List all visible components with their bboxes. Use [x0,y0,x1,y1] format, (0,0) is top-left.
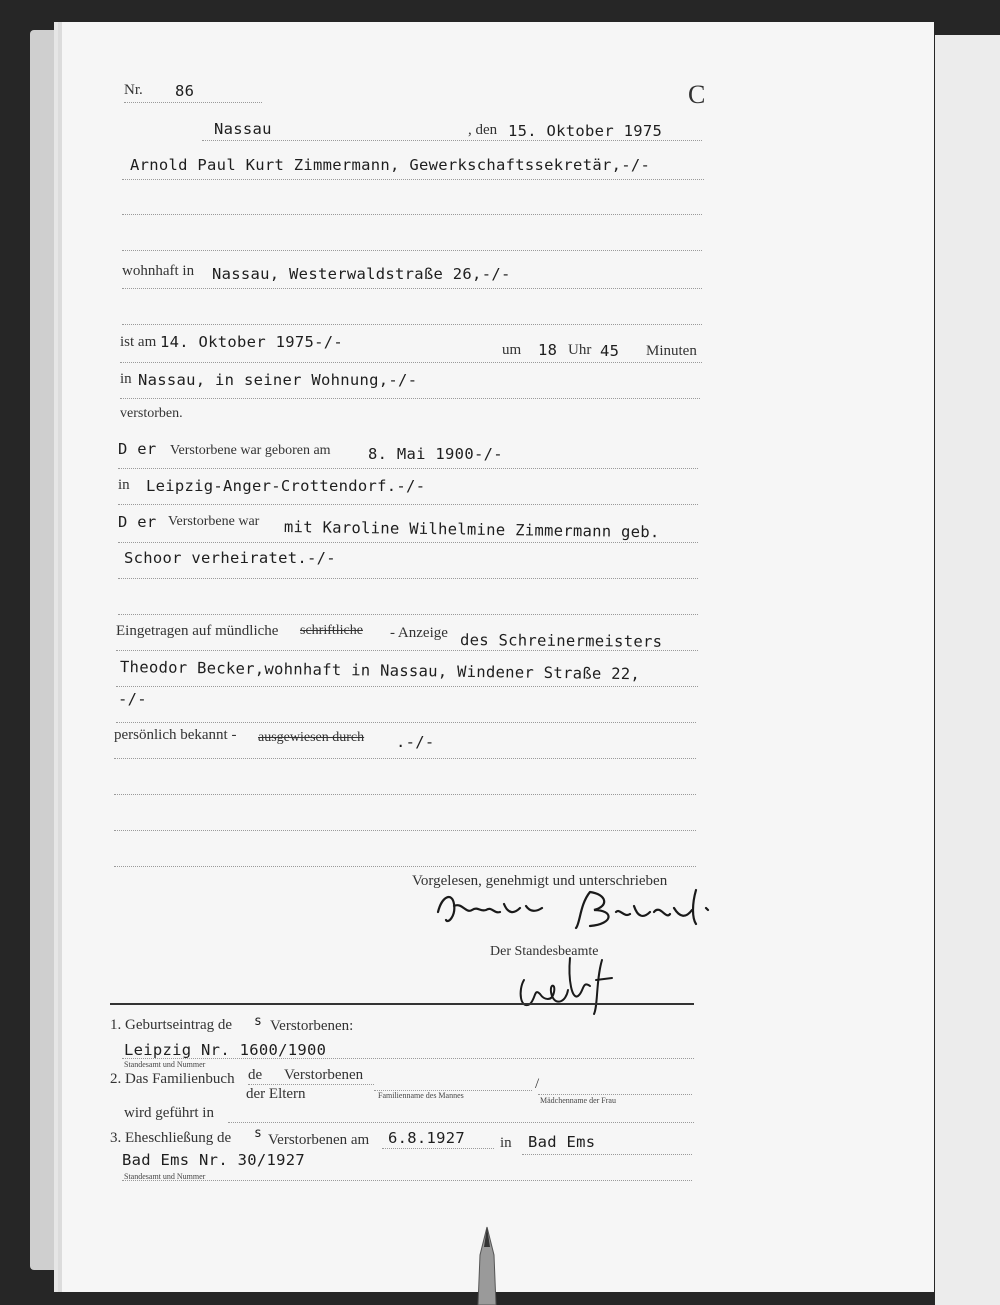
blank-line-5 [114,794,696,795]
death-place: Nassau, in seiner Wohnung,-/- [138,371,418,389]
birth-date-line [118,468,698,469]
verstorben-label: verstorben. [120,406,183,421]
register-page [62,22,934,1292]
marriage-text: Verstorbene war [168,514,260,529]
marriage-date-line [382,1148,494,1149]
death-date-label: ist am [120,334,157,350]
marriage-entry-label-b: Verstorbenen am [268,1132,370,1148]
spouse-name: mit Karoline Wilhelmine Zimmermann geb. [283,518,660,542]
marriage-in-label: in [500,1135,512,1151]
blank-line-6 [114,830,696,831]
blank-line-3 [122,324,702,325]
maiden-name-line [538,1094,692,1095]
nr-line [124,102,262,103]
marriage-status: Schoor verheiratet.-/- [124,549,336,567]
birth-entry-line [122,1058,694,1059]
family-book-verstorbenen: Verstorbenen [284,1067,364,1083]
marriage-entry-value: Bad Ems Nr. 30/1927 [122,1151,306,1169]
known-line [114,758,696,759]
maiden-name-caption: Mädchenname der Frau [540,1096,616,1105]
family-book-de: de [248,1067,263,1083]
informant-line-1: des Schreinermeisters [459,631,663,651]
registry-place: Nassau [214,120,272,138]
birth-entry-value: Leipzig Nr. 1600/1900 [124,1041,327,1059]
birth-entry-s: s [254,1014,263,1029]
blank-line-4 [118,614,698,615]
death-place-line [120,398,700,399]
registry-date: 15. Oktober 1975 [508,122,663,140]
anzeige-label: - Anzeige [390,625,448,641]
uhr-label: Uhr [568,342,592,358]
pen-tip [474,1225,500,1305]
informant-line-3: -/- [118,690,147,708]
birth-date: 8. Mai 1900-/- [368,445,503,463]
family-book-eltern: der Eltern [246,1086,306,1102]
standesbeamte-label: Der Standesbeamte [490,944,599,959]
blank-line-7 [114,866,696,867]
family-name-caption: Familienname des Mannes [378,1091,464,1100]
birth-text: Verstorbene war geboren am [170,443,331,458]
registration-label: Eingetragen auf mündliche [116,623,279,639]
birth-place: Leipzig-Anger-Crottendorf.-/- [146,477,426,495]
informant-line-c [116,722,696,723]
marriage-line-2 [118,578,698,579]
entry-number: 86 [175,82,195,100]
registrar-signature [512,950,642,1020]
family-book-mid-line [248,1084,374,1085]
known-value: .-/- [396,733,435,751]
marriage-line-1 [118,542,698,543]
birth-entry-label: 1. Geburtseintrag de [110,1017,233,1033]
death-minutes: 45 [600,342,620,360]
blank-line-1 [122,214,702,215]
residence-value: Nassau, Westerwaldstraße 26,-/- [212,265,511,283]
birth-der-label: D er [118,440,157,458]
date-line [202,140,702,141]
birth-entry-caption: Standesamt und Nummer [124,1060,206,1069]
known-label: persönlich bekannt - [114,727,237,743]
marriage-place: Bad Ems [528,1133,596,1151]
nr-label: Nr. [124,82,143,98]
footer-divider [110,1003,694,1005]
blank-line-2 [122,250,702,251]
facing-page [935,35,1000,1305]
informant-line-2: Theodor Becker,wohnhaft in Nassau, Windener Straße 22, [119,658,641,684]
residence-label: wohnhaft in [122,263,195,279]
den-label: , den [468,122,498,138]
family-slash: / [535,1076,540,1092]
marriage-date: 6.8.1927 [388,1129,466,1147]
marriage-entry-line [122,1180,692,1181]
birth-entry-label-b: Verstorbenen: [270,1018,354,1034]
marriage-der-label: D er [118,513,157,531]
family-book-label: 2. Das Familienbuch [110,1071,235,1087]
informant-line-b [116,686,698,687]
deceased-name: Arnold Paul Kurt Zimmermann, Gewerkschaftssekretär,-/- [130,156,651,174]
birth-place-line [118,504,698,505]
minuten-label: Minuten [646,343,697,359]
informant-line-a [116,650,698,651]
family-book-line [228,1122,694,1123]
death-hour: 18 [538,341,558,359]
vorgelesen-text: Vorgelesen, genehmigt und unterschrieben [412,873,668,889]
death-date: 14. Oktober 1975-/- [160,333,344,351]
informant-signature [430,884,740,934]
registration-struck: schriftliche [300,623,363,638]
death-place-label: in [120,371,132,387]
name-line [122,179,704,180]
known-struck: ausgewiesen durch [258,730,365,745]
section-letter: C [688,80,706,109]
marriage-entry-label: 3. Eheschließung de [110,1130,232,1146]
death-date-line [120,362,702,363]
um-label: um [502,342,522,358]
marriage-place-line [522,1154,692,1155]
residence-line [122,288,702,289]
marriage-entry-s: s [254,1126,263,1141]
marriage-entry-caption: Standesamt und Nummer [124,1172,206,1181]
family-book-gefuehrt: wird geführt in [124,1105,214,1121]
birth-place-label: in [118,477,130,493]
